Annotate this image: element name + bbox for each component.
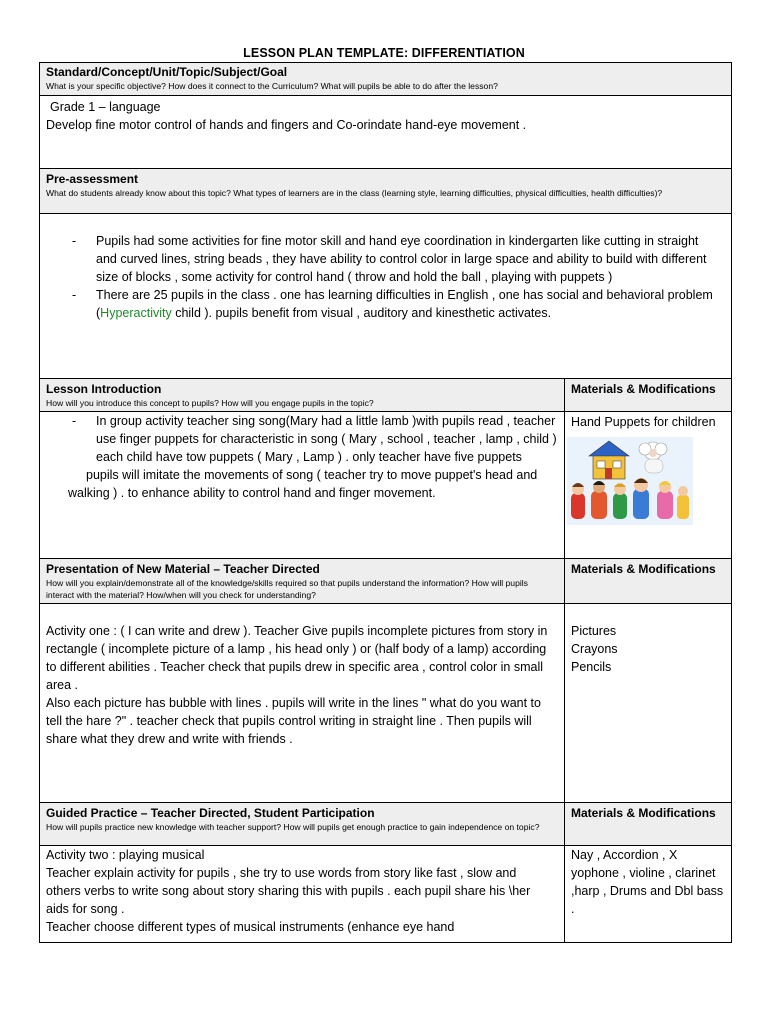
guided-materials-heading: Materials & Modifications xyxy=(571,806,716,820)
presentation-header-row xyxy=(40,559,732,604)
pre-assessment-bullet-2b: child ). pupils benefit from visual , auditory and kinesthetic activates. xyxy=(171,306,552,320)
list-item xyxy=(46,412,558,466)
pre-assessment-list xyxy=(46,232,719,322)
material-item: Pencils xyxy=(571,660,612,674)
intro-bullet-1: In group activity teacher sing song(Mary had a little lamb )with pupils read , teacher use finger puppets for characteristic in song ( Mary , school , teacher , lamp , child ) each child have tow puppets ( Mary , Lamp ) . only teacher have five puppets xyxy=(96,414,557,464)
hyperactivity-term: Hyperactivity xyxy=(100,306,172,320)
intro-body-row xyxy=(40,412,732,559)
standard-body xyxy=(40,96,732,169)
presentation-paragraph-1: Activity one : ( I can write and drew ). Teacher Give pupils incomplete pictures from story in rectangle ( incomplete picture of a lamp , his head only ) or (half body of a lamp) according to different abilities . Teacher check that pupils drew in specific area , control color in small area . xyxy=(46,624,548,692)
guided-line-1: Activity two : playing musical xyxy=(46,848,205,862)
guided-paragraph-2: Teacher choose different types of musical instruments (enhance eye hand xyxy=(46,920,455,934)
guided-question: How will pupils practice new knowledge with teacher support? How will pupils get enough practice to gain independence on topic? xyxy=(46,822,540,832)
intro-body xyxy=(40,412,565,559)
intro-materials-text: Hand Puppets for children xyxy=(571,415,716,429)
presentation-materials-heading: Materials & Modifications xyxy=(571,562,716,576)
guided-materials-header xyxy=(565,803,732,846)
guided-paragraph-1: Teacher explain activity for pupils , she try to use words from story like fast , slow and others verbs to write song about story sharing this with pupils . each pupil share his \her aids for song . xyxy=(46,866,531,916)
guided-body-row xyxy=(40,846,732,943)
guided-header xyxy=(40,803,565,846)
intro-materials xyxy=(565,412,732,559)
presentation-question: How will you explain/demonstrate all of the knowledge/skills required so that pupils understand the information? How will pupils interact with the material? How/when will you check for understanding? xyxy=(46,578,528,600)
presentation-body xyxy=(40,604,565,803)
presentation-body-row xyxy=(40,604,732,803)
presentation-header xyxy=(40,559,565,604)
pre-assessment-header-row xyxy=(40,169,732,214)
presentation-materials-header xyxy=(565,559,732,604)
pre-assessment-body xyxy=(40,214,732,379)
intro-materials-heading: Materials & Modifications xyxy=(571,382,716,396)
presentation-paragraph-2: Also each picture has bubble with lines . pupils will write in the lines " what do you want to tell the hare ?" . teacher check that pupils control writing in straight line . Then pupils will share what they drew and write with friends . xyxy=(46,696,541,746)
intro-header xyxy=(40,379,565,412)
guided-materials xyxy=(565,846,732,943)
grade-text: Grade 1 – language xyxy=(50,100,161,114)
presentation-materials-list xyxy=(565,604,731,676)
page-title: LESSON PLAN TEMPLATE: DIFFERENTIATION xyxy=(243,46,525,60)
standard-question: What is your specific objective? How does it connect to the Curriculum? What will pupils be able to do after the lesson? xyxy=(46,81,498,91)
guided-heading: Guided Practice – Teacher Directed, Student Participation xyxy=(46,806,375,820)
lesson-plan-table xyxy=(39,62,732,943)
pre-assessment-bullet-1: Pupils had some activities for fine motor skill and hand eye coordination in kindergarten like cutting in straight and curved lines, string beads , they have ability to control color in large space and ability to build with different size of blocks , some activity for control hand ( throw and hold the ball , playing with puppets ) xyxy=(96,234,707,284)
intro-heading: Lesson Introduction xyxy=(46,382,162,396)
presentation-materials xyxy=(565,604,732,803)
list-item xyxy=(46,286,719,322)
intro-question: How will you introduce this concept to pupils? How will you engage pupils in the topic? xyxy=(46,398,374,408)
material-item: Pictures xyxy=(571,624,617,638)
material-item: Crayons xyxy=(571,642,618,656)
standard-header xyxy=(40,63,732,96)
presentation-heading: Presentation of New Material – Teacher Directed xyxy=(46,562,320,576)
finger-puppets-image xyxy=(567,437,731,530)
guided-materials-text: Nay , Accordion , X yophone , violine , clarinet ,harp , Drums and Dbl bass . xyxy=(571,848,724,916)
pre-assessment-header xyxy=(40,169,732,214)
intro-paragraph: pupils will imitate the movements of song ( teacher try to move puppet's head and walking ) . to enhance ability to control hand and finger movement. xyxy=(68,468,538,500)
pre-assessment-body-row xyxy=(40,214,732,379)
intro-header-row xyxy=(40,379,732,412)
standard-header-row xyxy=(40,63,732,96)
pre-assessment-heading: Pre-assessment xyxy=(46,172,139,186)
intro-list xyxy=(46,412,558,466)
goal-text: Develop fine motor control of hands and fingers and Co-orindate hand-eye movement . xyxy=(46,118,527,132)
pre-assessment-question: What do students already know about this topic? What types of learners are in the class (learning style, learning difficulties, physical difficulties, health difficulties)? xyxy=(46,188,663,198)
guided-header-row xyxy=(40,803,732,846)
guided-body xyxy=(40,846,565,943)
standard-body-row xyxy=(40,96,732,169)
pre-assessment-bullet-2a: There are 25 pupils in the class . one has learning difficulties in English , one has social and behavioral problem ( xyxy=(96,288,713,320)
intro-materials-header xyxy=(565,379,732,412)
standard-heading: Standard/Concept/Unit/Topic/Subject/Goal xyxy=(46,65,288,79)
list-item xyxy=(46,232,719,286)
